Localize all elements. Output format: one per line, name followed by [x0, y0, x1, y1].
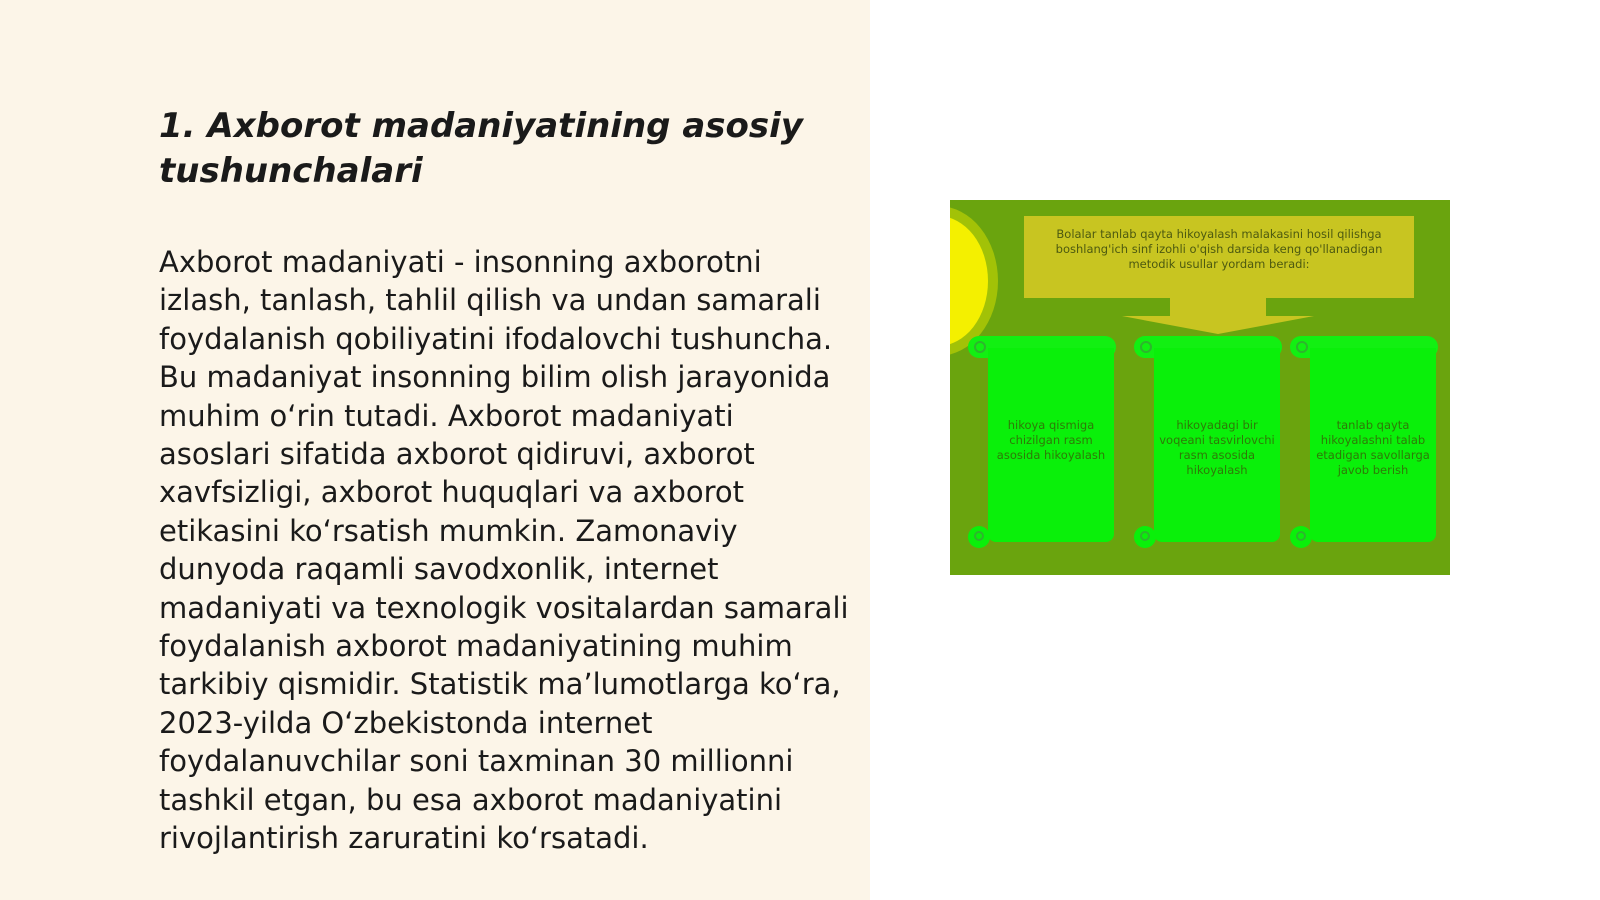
scroll-card-text: hikoya qismiga chizilgan rasm asosida hikoyalash: [988, 348, 1114, 542]
slide-body-text: Axborot madaniyati - insonning axborotni izlash, tanlash, tahlil qilish va undan samarali foydalanish qobiliyatini ifodalovchi tushuncha. Bu madaniyat insonning bilim olish jarayonida muhim oʻrin tutadi. Axborot madaniyati asoslari sifatida axborot qidiruvi, axborot xavfsizligi, axborot huquqlari va axborot etikasini koʻrsatish mumkin. Zamonaviy dunyoda raqamli savodxonlik, internet madaniyati va texnologik vositalardan samarali foydalanish axborot madaniyatining muhim tarkibiy qismidir. Statistik maʼlumotlarga koʻra, 2023-yilda Oʻzbekistonda internet foydalanuvchilar soni taxminan 30 millionni tashkil etgan, bu esa axborot madaniyatini rivojlantirish zaruratini koʻrsatadi.: [159, 245, 849, 856]
scroll-card-2: [1134, 336, 1275, 543]
down-arrow-shaft: [1170, 298, 1266, 316]
methods-diagram-image: [950, 200, 1450, 575]
scroll-card-text: tanlab qayta hikoyalashni talab etadigan savollarga javob berish: [1310, 348, 1436, 542]
scroll-curl-icon: [1296, 341, 1308, 353]
scroll-curl-icon: [1140, 341, 1152, 353]
scroll-curl-icon: [1290, 526, 1312, 548]
sun-decoration: [950, 216, 988, 346]
scroll-card-3: [1290, 336, 1430, 543]
scroll-card-1: [968, 336, 1106, 543]
diagram-header-box: Bolalar tanlab qayta hikoyalash malakasini hosil qilishga boshlang'ich sinf izohli o'qish darsida keng qo'llanadigan metodik usullar yordam beradi:: [1024, 216, 1414, 298]
scroll-curl-icon: [1134, 526, 1156, 548]
slide-title: 1. Axborot madaniyatining asosiy tushunchalari: [159, 106, 803, 191]
scroll-curl-icon: [974, 341, 986, 353]
scroll-card-text: hikoyadagi bir voqeani tasvirlovchi rasm asosida hikoyalash: [1154, 348, 1280, 542]
down-arrow-icon: [1122, 316, 1314, 334]
scroll-curl-icon: [968, 526, 990, 548]
